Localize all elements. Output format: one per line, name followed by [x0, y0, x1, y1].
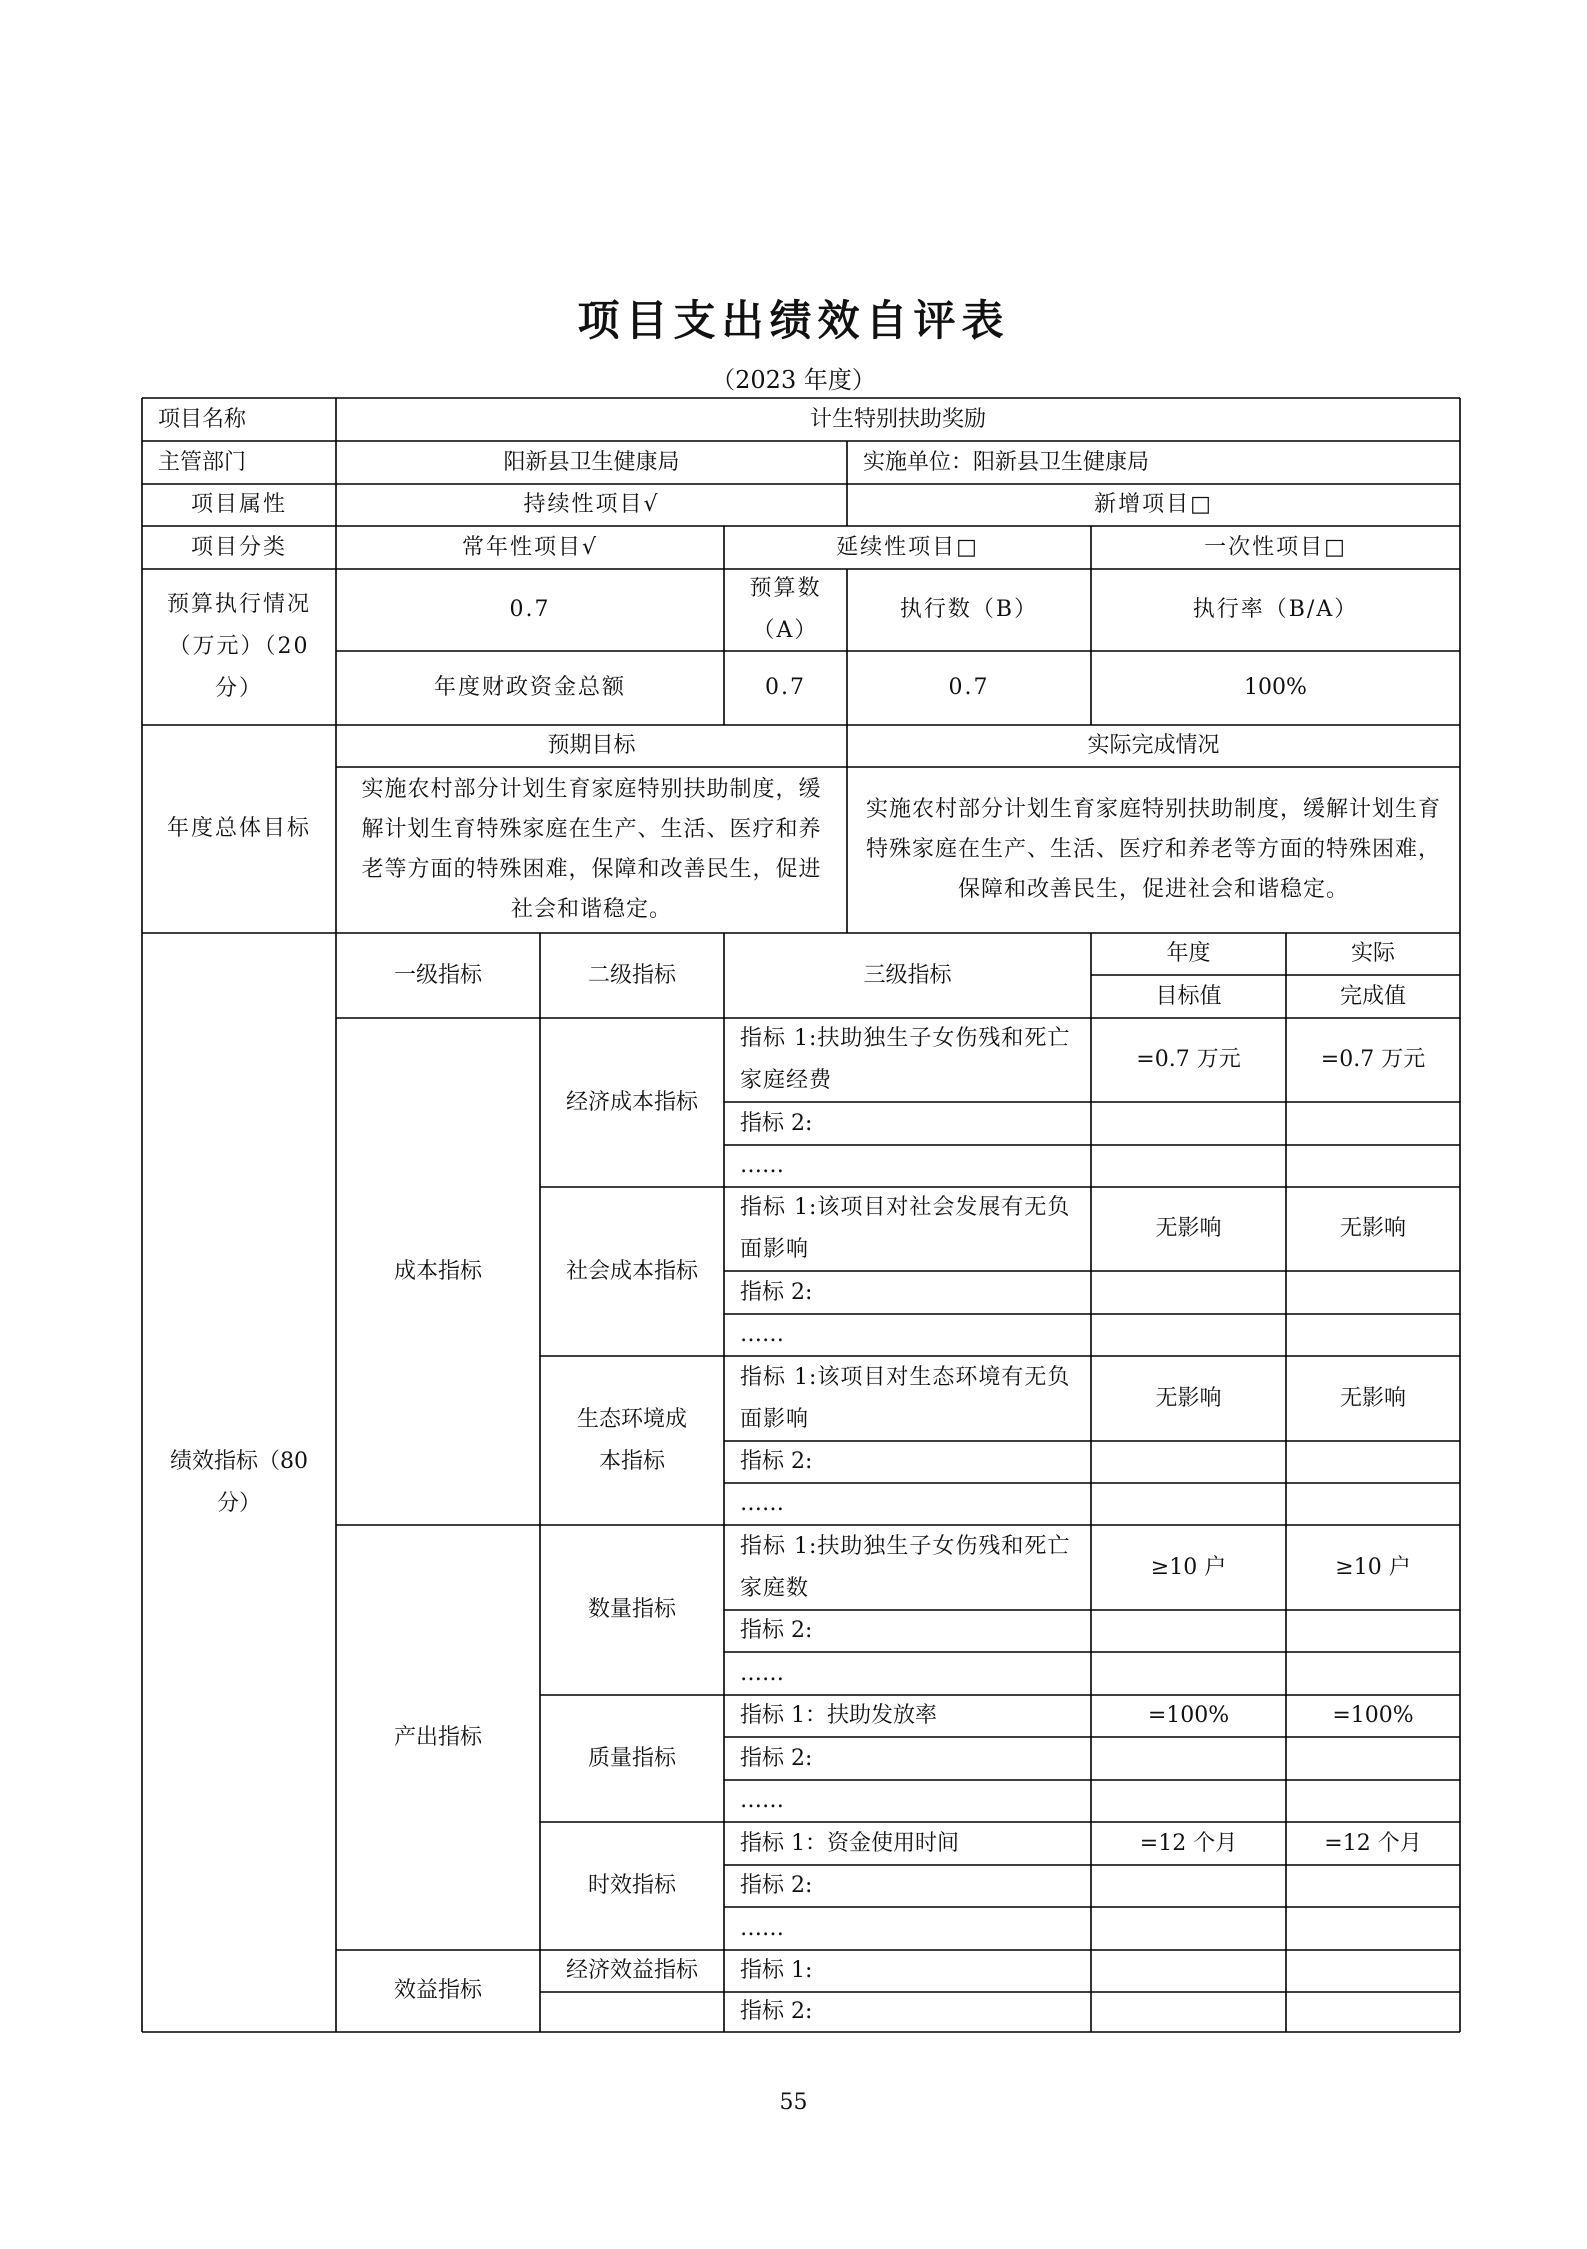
- budget-score-value: 0.7: [509, 597, 551, 623]
- social-cost-indicator2: 指标 2:: [740, 1279, 813, 1305]
- quantity-ellipsis: ……: [740, 1660, 784, 1686]
- eco-cost-actual: 无影响: [1339, 1385, 1406, 1411]
- category-extended: 延续性项目□: [836, 534, 979, 560]
- level3-header: 三级指标: [863, 962, 952, 988]
- level1-output: 产出指标: [393, 1724, 482, 1750]
- attr-new: 新增项目□: [1094, 492, 1213, 518]
- timeliness-target: =12 个月: [1139, 1830, 1238, 1856]
- actual-header-bottom: 完成值: [1339, 983, 1406, 1009]
- timeliness-indicator1: 指标 1：资金使用时间: [740, 1830, 959, 1856]
- actual-goal-text: 实施农村部分计划生育家庭特别扶助制度，缓解计划生育特殊家庭在生产、生活、医疗和养老等方面的特殊困难，保障和改善民生，促进社会和谐稳定。: [865, 797, 1441, 902]
- budget-label: 预算执行情况（万元）（20 分）: [166, 592, 311, 701]
- budget-b-value: 0.7: [948, 675, 990, 701]
- social-cost-target: 无影响: [1155, 1216, 1222, 1242]
- budget-rate-header: 执行率（B/A）: [1192, 597, 1359, 623]
- quality-indicator1: 指标 1：扶助发放率: [740, 1703, 937, 1729]
- quantity-actual: ≥10 户: [1335, 1554, 1411, 1580]
- page-subtitle: （2023 年度）: [711, 366, 876, 394]
- econ-cost-ellipsis: ……: [740, 1153, 784, 1179]
- quality-actual: =100%: [1332, 1703, 1414, 1729]
- level2-quantity: 数量指标: [587, 1597, 676, 1623]
- quantity-indicator1: 指标 1:扶助独生子女伤残和死亡家庭数: [740, 1533, 1071, 1601]
- attr-continuing: 持续性项目√: [523, 492, 660, 518]
- timeliness-ellipsis: ……: [740, 1915, 784, 1941]
- level2-social-cost: 社会成本指标: [565, 1258, 698, 1284]
- expected-goal-text: 实施农村部分计划生育家庭特别扶助制度，缓解计划生育特殊家庭在生产、生活、医疗和养老等方面的特殊困难，保障和改善民生，促进社会和谐稳定。: [361, 777, 822, 922]
- econ-benefit-indicator2: 指标 2:: [740, 1999, 813, 2025]
- level2-econ-cost: 经济成本指标: [565, 1089, 698, 1115]
- category-once: 一次性项目□: [1204, 534, 1347, 560]
- quantity-target: ≥10 户: [1150, 1554, 1227, 1580]
- attr-label: 项目属性: [190, 492, 287, 518]
- level1-benefit: 效益指标: [393, 1978, 482, 2004]
- project-name-value: 计生特别扶助奖励: [809, 406, 986, 432]
- eco-cost-ellipsis: ……: [740, 1491, 784, 1517]
- level1-header: 一级指标: [393, 962, 482, 988]
- page-title: 项目支出绩效自评表: [577, 296, 1010, 345]
- quality-indicator2: 指标 2:: [740, 1745, 813, 1771]
- level2-timeliness: 时效指标: [587, 1873, 676, 1899]
- econ-cost-indicator2: 指标 2:: [740, 1110, 813, 1136]
- econ-benefit-indicator1: 指标 1:: [740, 1958, 813, 1984]
- budget-b-header: 执行数（B）: [899, 597, 1039, 623]
- target-header-top: 年度: [1166, 941, 1211, 967]
- timeliness-indicator2: 指标 2:: [740, 1873, 813, 1899]
- level2-eco-cost: 生态环境成本指标: [576, 1406, 687, 1474]
- project-name-label: 项目名称: [158, 406, 247, 432]
- level2-econ-benefit: 经济效益指标: [565, 1958, 698, 1984]
- goals-label: 年度总体目标: [166, 816, 311, 842]
- quality-target: =100%: [1147, 1703, 1230, 1729]
- category-label: 项目分类: [190, 534, 287, 560]
- social-cost-actual: 无影响: [1339, 1216, 1406, 1242]
- quantity-indicator2: 指标 2:: [740, 1618, 813, 1644]
- indicators-label: 绩效指标（80 分）: [170, 1448, 308, 1516]
- econ-cost-indicator1: 指标 1:扶助独生子女伤残和死亡家庭经费: [740, 1026, 1071, 1093]
- dept-label: 主管部门: [158, 449, 247, 475]
- level2-quality: 质量指标: [587, 1745, 676, 1771]
- budget-a-header: 预算数（A）: [749, 576, 822, 643]
- impl-unit-value: 实施单位：阳新县卫生健康局: [863, 449, 1150, 475]
- expected-goal-header: 预期目标: [547, 733, 636, 759]
- dept-value: 阳新县卫生健康局: [503, 449, 680, 475]
- eco-cost-indicator1: 指标 1:该项目对生态环境有无负面影响: [740, 1364, 1071, 1432]
- budget-total-label: 年度财政资金总额: [433, 675, 626, 701]
- target-header-bottom: 目标值: [1155, 983, 1222, 1009]
- timeliness-actual: =12 个月: [1324, 1830, 1422, 1856]
- budget-rate-value: 100%: [1244, 675, 1307, 701]
- eco-cost-target: 无影响: [1155, 1385, 1222, 1411]
- page-number: 55: [779, 2090, 808, 2115]
- econ-cost-target: =0.7 万元: [1136, 1047, 1241, 1073]
- actual-header-top: 实际: [1350, 941, 1395, 967]
- econ-cost-actual: =0.7 万元: [1320, 1047, 1426, 1073]
- actual-goal-header: 实际完成情况: [1087, 733, 1220, 759]
- level2-header: 二级指标: [587, 962, 676, 988]
- social-cost-ellipsis: ……: [740, 1322, 784, 1348]
- category-regular: 常年性项目√: [461, 534, 599, 560]
- social-cost-indicator1: 指标 1:该项目对社会发展有无负面影响: [740, 1195, 1071, 1262]
- level1-cost: 成本指标: [393, 1258, 482, 1284]
- budget-a-value: 0.7: [765, 675, 806, 701]
- eco-cost-indicator2: 指标 2:: [740, 1449, 813, 1475]
- quality-ellipsis: ……: [740, 1788, 784, 1814]
